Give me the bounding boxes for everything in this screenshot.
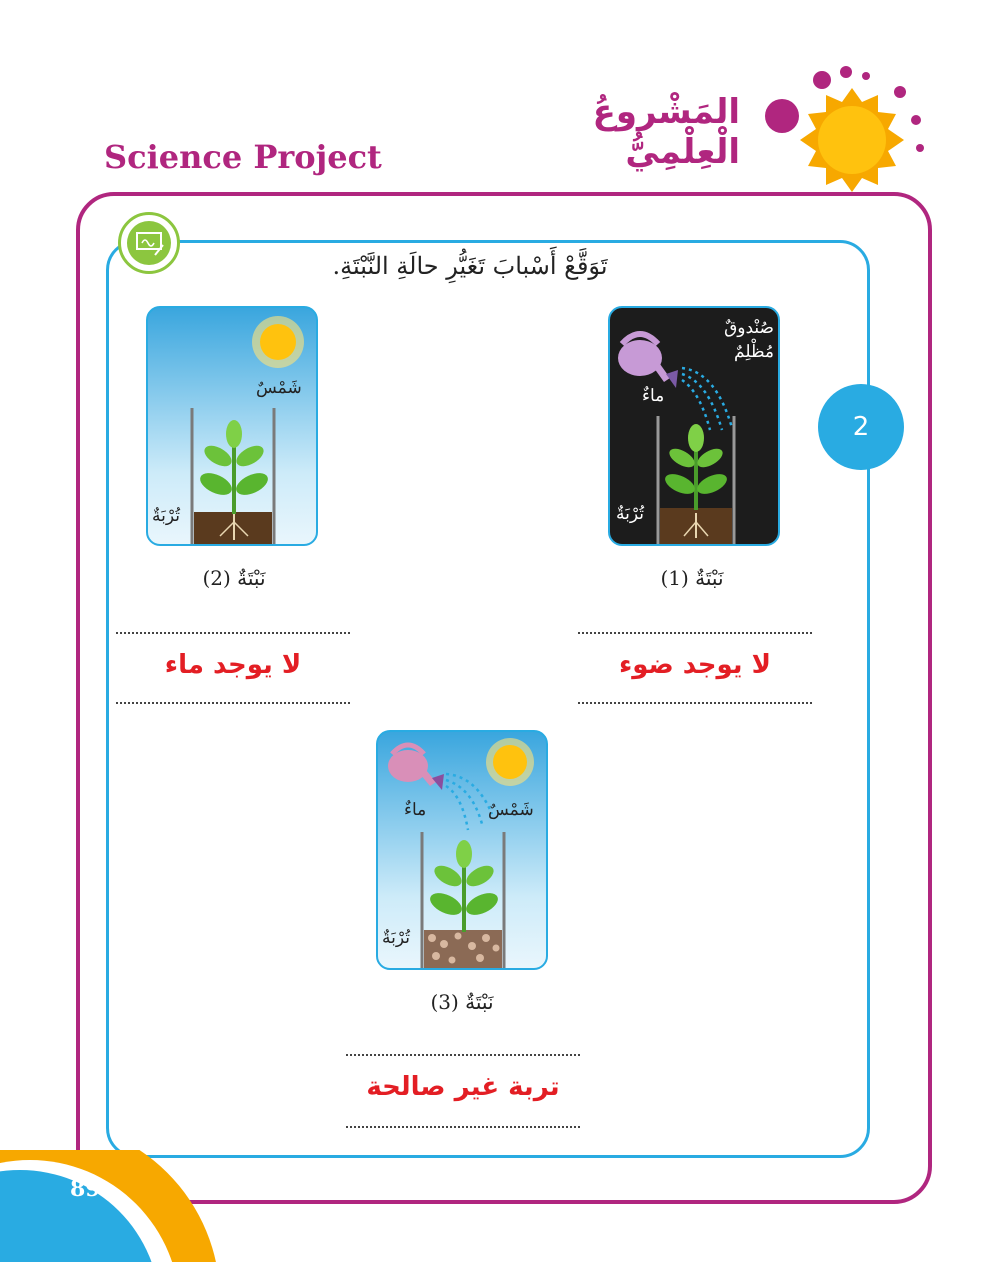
plant-3-illustration (376, 730, 548, 970)
plant-2-caption: نَبْتَةٌ (2) (202, 566, 266, 590)
question-number-badge: 2 (818, 384, 904, 470)
plant-1-illustration (608, 306, 780, 546)
answer-line-top (578, 632, 812, 634)
water-label: ماءٌ (404, 800, 427, 820)
answer-line-top (116, 632, 350, 634)
plant-2-illustration (146, 306, 318, 546)
sun-icon (252, 316, 304, 368)
answer-line-bottom (578, 702, 812, 704)
soil-label: تُرْبَةٌ (382, 928, 410, 948)
sun-label: شَمْسٌ (488, 800, 534, 820)
page-corner-decoration (0, 1150, 240, 1262)
page-title-english: Science Project (104, 138, 382, 176)
page-title-arabic: المَشْروعُ الْعِلْمِيُّ (592, 92, 740, 172)
plant-3-caption: نَبْتَةٌ (3) (430, 990, 494, 1014)
answer-plant-3: تربة غير صالحة (366, 1072, 560, 1102)
answer-line-bottom (346, 1126, 580, 1128)
soil-label: تُرْبَةٌ (616, 504, 644, 524)
dark-box-label: صُنْدوقٌ مُظْلِمٌ (724, 318, 774, 362)
answer-line-top (346, 1054, 580, 1056)
page-number: 89 (70, 1176, 101, 1202)
whiteboard-icon (118, 212, 180, 274)
soil-label: تُرْبَةٌ (152, 506, 180, 526)
answer-plant-1: لا يوجد ضوء (618, 650, 771, 680)
sun-decoration-icon (760, 60, 940, 210)
water-label: ماءٌ (642, 386, 665, 406)
watering-can-icon (618, 334, 678, 388)
sun-label: شَمْسٌ (256, 378, 302, 398)
question-instruction: تَوَقَّعْ أَسْبابَ تَغَيُّرِ حالَةِ النَّبْتَةِ. (332, 252, 608, 280)
sun-icon (486, 738, 534, 786)
watering-can-icon (388, 745, 444, 790)
plant-1-caption: نَبْتَةٌ (1) (660, 566, 724, 590)
answer-plant-2: لا يوجد ماء (164, 650, 302, 680)
answer-line-bottom (116, 702, 350, 704)
